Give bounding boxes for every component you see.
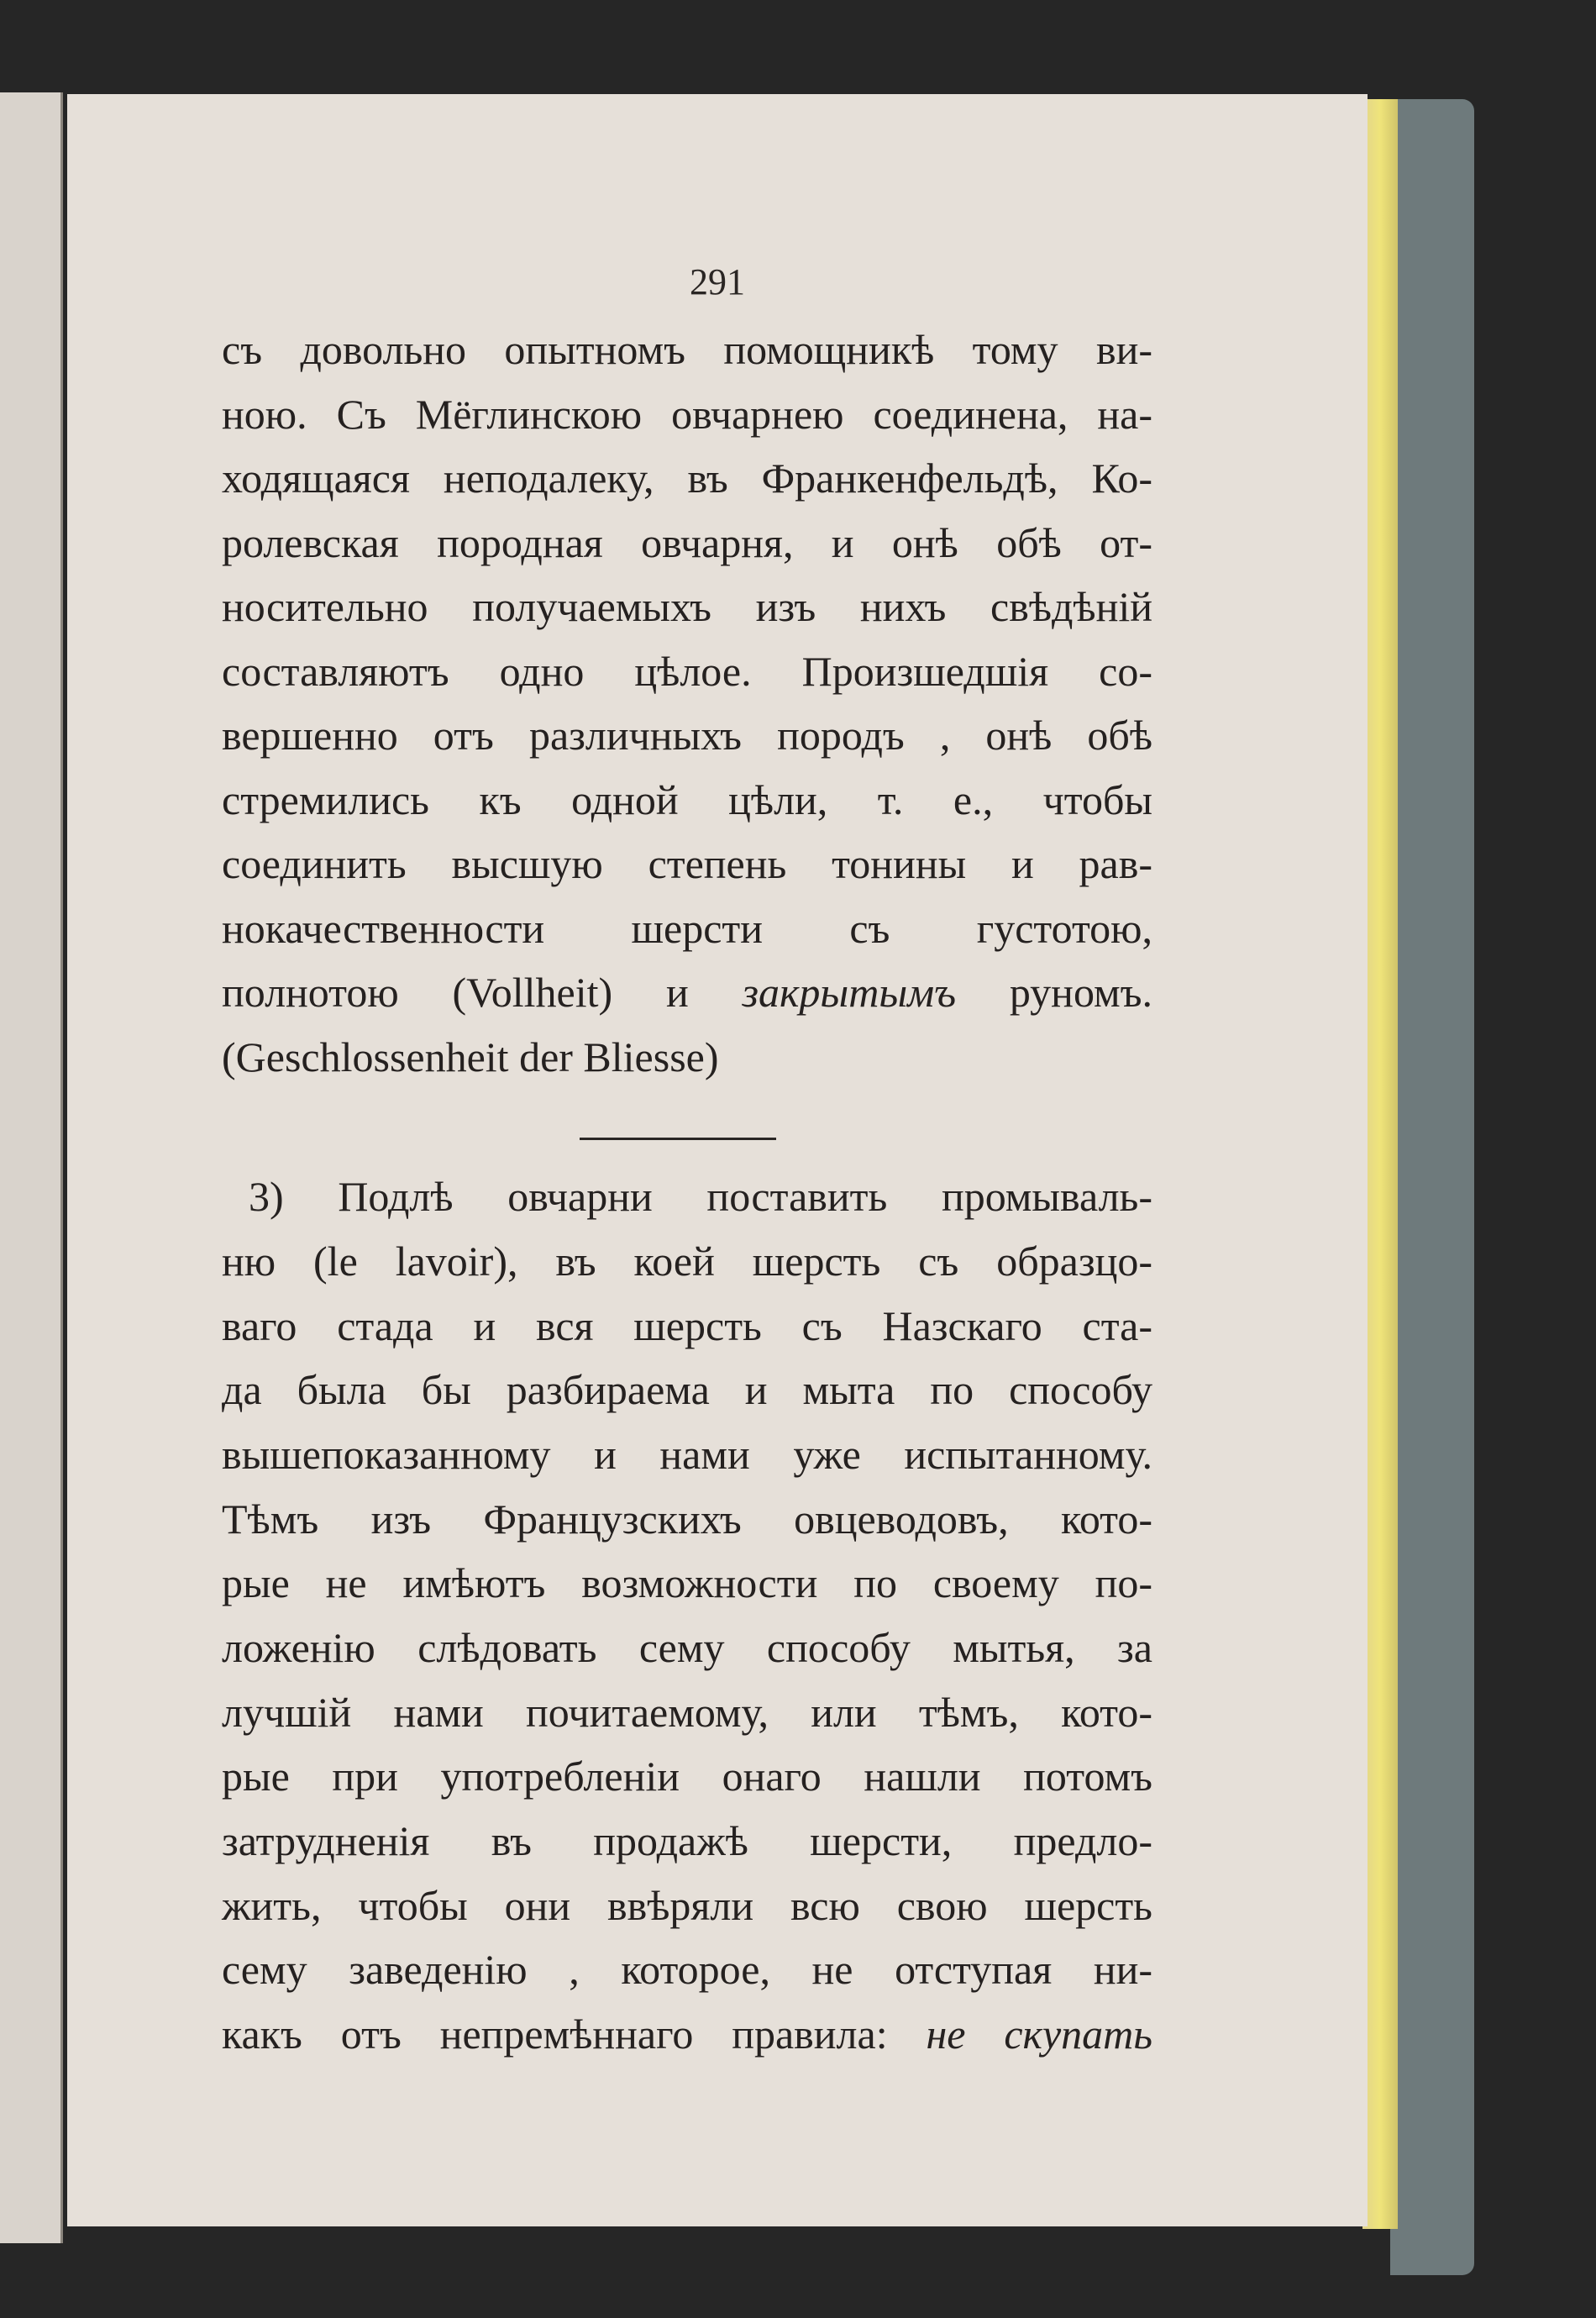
text-line: ходящаяся неподалеку, въ Франкенфельдѣ, Ко- (222, 455, 1152, 502)
text-line: да была бы разбираема и мыта по способу (222, 1366, 1152, 1413)
text-line: полнотою (Vollheit) и закрытымъ руномъ. (222, 969, 1152, 1016)
page-number: 291 (690, 261, 745, 302)
text-line: носительно получаемыхъ изъ нихъ свѣдѣній (222, 583, 1152, 630)
italic-term: не скупать (926, 2011, 1153, 2058)
text-line: затрудненія въ продажѣ шерсти, предло- (222, 1817, 1152, 1864)
previous-page-edge (0, 92, 63, 2243)
text-line: вышепоказанному и нами уже испытанному. (222, 1431, 1152, 1478)
text-line: ролевская породная овчарня, и онѣ обѣ от- (222, 519, 1152, 566)
text-line: ложенію слѣдовать сему способу мытья, за (222, 1624, 1152, 1671)
text-line: (Geschlossenheit der Bliesse) (222, 1033, 719, 1080)
text-line: ною. Съ Мёглинскою овчарнею соединена, на- (222, 391, 1152, 438)
text-line: нокачественности шерсти съ густотою, (222, 905, 1152, 952)
text-line: 3) Подлѣ овчарни поставить промываль- (249, 1173, 1152, 1220)
text-line: составляютъ одно цѣлое. Произшедшія со- (222, 648, 1152, 695)
text-line: стремились къ одной цѣли, т. е., чтобы (222, 776, 1152, 823)
text-line: ню (le lavoir), въ коей шерсть съ образцо- (222, 1238, 1152, 1285)
text-line: Тѣмъ изъ Французскихъ овцеводовъ, кото- (222, 1495, 1152, 1543)
text-line: сему заведенію , которое, не отступая ни- (222, 1946, 1152, 1993)
text-line: рые не имѣютъ возможности по своему по- (222, 1559, 1152, 1606)
text-line: лучшій нами почитаемому, или тѣмъ, кото- (222, 1689, 1152, 1736)
book-cover (1390, 99, 1474, 2275)
text-line: ваго стада и вся шерсть съ Назскаго ста- (222, 1302, 1152, 1349)
book-page (67, 94, 1368, 2226)
page-edges (1362, 99, 1398, 2229)
text-line: съ довольно опытномъ помощникѣ тому ви- (222, 326, 1152, 373)
text-line: вершенно отъ различныхъ породъ , онѣ обѣ (222, 712, 1152, 759)
text-line: какъ отъ непремѣннаго правила: не скупать (222, 2011, 1153, 2058)
text-line: жить, чтобы они ввѣряли всю свою шерсть (222, 1882, 1152, 1929)
text-line: рые при употребленіи онаго нашли потомъ (222, 1753, 1152, 1800)
section-divider (580, 1138, 776, 1140)
text-line: соединить высшую степень тонины и рав- (222, 840, 1152, 887)
italic-term: закрытымъ (742, 969, 957, 1016)
